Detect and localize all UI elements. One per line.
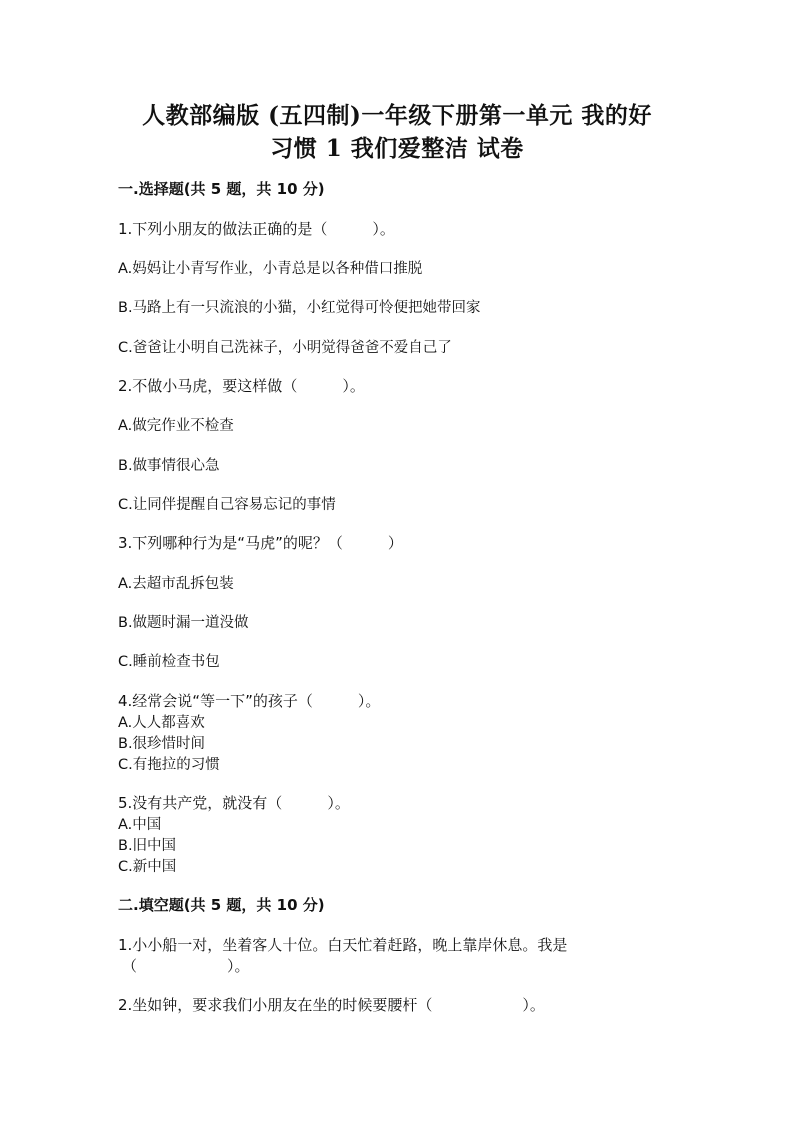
title-line-1: 人教部编版 (五四制)一年级下册第一单元 我的好: [142, 102, 652, 129]
question-stem: 1.小小船一对，坐着客人十位。白天忙着赶路，晚上靠岸休息。我是: [118, 936, 568, 954]
question-stem: 1.下列小朋友的做法正确的是（ ）。: [118, 220, 395, 238]
option-a: A.做完作业不检查: [118, 418, 234, 434]
option-c: C.新中国: [118, 859, 177, 875]
section-heading: 二.填空题(共 5 题，共 10 分): [118, 896, 325, 914]
question-continuation: （ ）。: [122, 957, 250, 975]
option-c: C.有拖拉的习惯: [118, 757, 220, 773]
option-a: A.人人都喜欢: [118, 715, 205, 731]
question-stem: 3.下列哪种行为是“马虎”的呢？（ ）: [118, 534, 403, 552]
option-c: C.爸爸让小明自己洗袜子，小明觉得爸爸不爱自己了: [118, 340, 452, 356]
option-b: B.旧中国: [118, 838, 177, 854]
option-a: A.去超市乱拆包装: [118, 576, 234, 592]
question-stem: 2.不做小马虎，要这样做（ ）。: [118, 377, 365, 395]
option-b: B.做事情很心急: [118, 458, 220, 474]
question-stem: 2.坐如钟，要求我们小朋友在坐的时候要腰杆（ ）。: [118, 996, 545, 1014]
option-b: B.很珍惜时间: [118, 736, 206, 752]
title-line-2: 习惯 1 我们爱整洁 试卷: [270, 135, 524, 162]
option-b: B.做题时漏一道没做: [118, 615, 249, 631]
question-stem: 5.没有共产党，就没有（ ）。: [118, 794, 350, 812]
section-heading: 一.选择题(共 5 题，共 10 分): [118, 180, 325, 198]
option-a: A.妈妈让小青写作业，小青总是以各种借口推脱: [118, 261, 423, 277]
option-c: C.让同伴提醒自己容易忘记的事情: [118, 497, 336, 513]
question-stem: 4.经常会说“等一下”的孩子（ ）。: [118, 692, 381, 710]
option-a: A.中国: [118, 817, 162, 833]
option-c: C.睡前检查书包: [118, 654, 220, 670]
option-b: B.马路上有一只流浪的小猫，小红觉得可怜便把她带回家: [118, 300, 481, 316]
